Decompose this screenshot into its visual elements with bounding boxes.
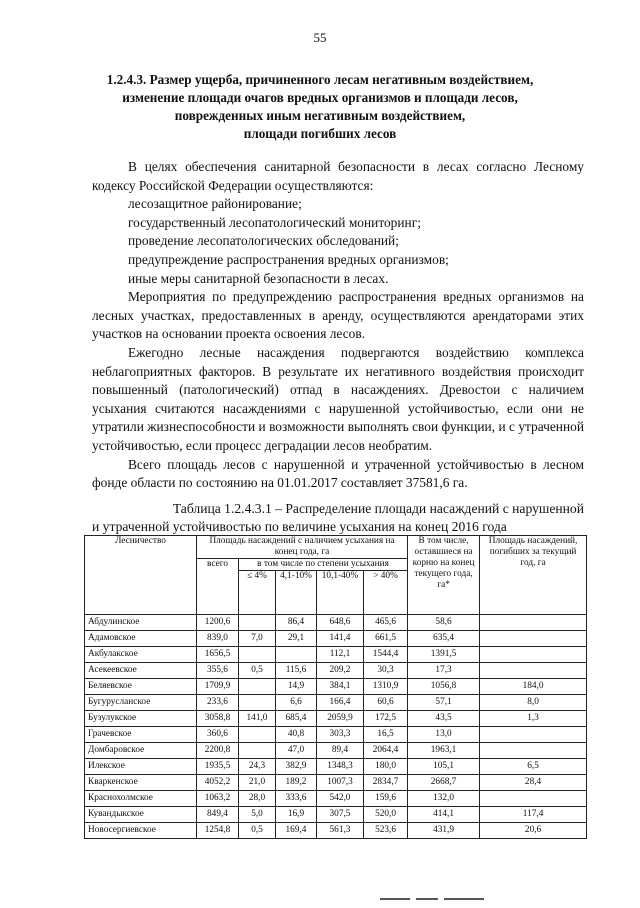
header-forestry: Лесничество bbox=[85, 536, 197, 615]
table-cell: 141,0 bbox=[239, 711, 276, 727]
forestry-name-cell: Кваркенское bbox=[85, 775, 197, 791]
table-cell: 57,1 bbox=[408, 695, 480, 711]
table-cell: 86,4 bbox=[276, 615, 317, 631]
table-cell: 333,6 bbox=[276, 791, 317, 807]
table-cell: 20,6 bbox=[480, 823, 587, 839]
table-cell: 180,0 bbox=[364, 759, 408, 775]
table-row bbox=[85, 679, 587, 695]
header-degree-1: ≤ 4% bbox=[239, 571, 276, 615]
forestry-name-cell: Асекеевское bbox=[85, 663, 197, 679]
paragraph-factors: Ежегодно лесные насаждения подвергаются воздействию комплекса неблагоприятных факторов. В результате их негативного воздействия происходит повышенный (патологический) отпад в насаждениях. Древостои с наличием усыхания считаются насаждениями с нарушенной устойчивостью, если они не утратили жизнеспособности и возможности выполнять свои функции, и с утраченной устойчивостью, если процесс деградации лесов необратим. bbox=[92, 344, 584, 453]
table-cell: 141,4 bbox=[317, 631, 364, 647]
table-cell: 360,6 bbox=[197, 727, 239, 743]
table-cell: 1544,4 bbox=[364, 647, 408, 663]
heading-line: площади погибших лесов bbox=[243, 126, 397, 141]
list-item: государственный лесопатологический мониторинг; bbox=[128, 214, 421, 230]
table-cell: 1391,5 bbox=[408, 647, 480, 663]
table-row bbox=[85, 647, 587, 663]
forestry-name-cell: Беляевское bbox=[85, 679, 197, 695]
caption-line: Таблица 1.2.4.3.1 – Распределение площади насаждений с нарушенной bbox=[172, 501, 584, 516]
table-cell: 105,1 bbox=[408, 759, 480, 775]
table-cell: 6,5 bbox=[480, 759, 587, 775]
table-cell: 4052,2 bbox=[197, 775, 239, 791]
table-cell: 1709,9 bbox=[197, 679, 239, 695]
table-cell: 2668,7 bbox=[408, 775, 480, 791]
table-row bbox=[85, 663, 587, 679]
footer-marks bbox=[380, 890, 540, 896]
page-number: 55 bbox=[313, 30, 327, 45]
table-cell: 24,3 bbox=[239, 759, 276, 775]
table-cell: 17,3 bbox=[408, 663, 480, 679]
table-cell bbox=[239, 743, 276, 759]
forestry-name-cell: Бугурусланское bbox=[85, 695, 197, 711]
table-cell: 172,5 bbox=[364, 711, 408, 727]
table-cell: 209,2 bbox=[317, 663, 364, 679]
forestry-name-cell: Новосергиевское bbox=[85, 823, 197, 839]
table-cell bbox=[239, 695, 276, 711]
header-total: всего bbox=[197, 559, 239, 615]
table-row bbox=[85, 775, 587, 791]
header-remaining: В том числе, оставшиеся на корню на конец текущего года, га* bbox=[408, 536, 480, 615]
heading-line: 1.2.4.3. Размер ущерба, причиненного лесам негативным воздействием, bbox=[106, 72, 534, 87]
table-cell: 132,0 bbox=[408, 791, 480, 807]
table-caption bbox=[92, 500, 584, 536]
table-cell: 1310,9 bbox=[364, 679, 408, 695]
table-cell: 3058,8 bbox=[197, 711, 239, 727]
table-cell: 414,1 bbox=[408, 807, 480, 823]
table-cell: 431,9 bbox=[408, 823, 480, 839]
forestry-name-cell: Краснохолмское bbox=[85, 791, 197, 807]
table-cell: 648,6 bbox=[317, 615, 364, 631]
table-cell: 839,0 bbox=[197, 631, 239, 647]
table-cell: 166,4 bbox=[317, 695, 364, 711]
table-cell: 1200,6 bbox=[197, 615, 239, 631]
paragraph-measures: Мероприятия по предупреждению распространения вредных организмов на лесных участках, предоставленных в аренду, осуществляются арендаторами этих участков на основании проекта освоения лесов. bbox=[92, 289, 584, 342]
table-cell: 2064,4 bbox=[364, 743, 408, 759]
table-cell: 382,9 bbox=[276, 759, 317, 775]
table-row bbox=[85, 823, 587, 839]
table-cell: 58,6 bbox=[408, 615, 480, 631]
table-cell: 384,1 bbox=[317, 679, 364, 695]
table-cell: 28,0 bbox=[239, 791, 276, 807]
table-cell: 29,1 bbox=[276, 631, 317, 647]
table-cell: 1063,2 bbox=[197, 791, 239, 807]
body-text bbox=[92, 158, 584, 493]
table-cell: 2059,9 bbox=[317, 711, 364, 727]
table-row bbox=[85, 743, 587, 759]
table-cell: 13,0 bbox=[408, 727, 480, 743]
table-cell: 561,3 bbox=[317, 823, 364, 839]
table-cell: 169,4 bbox=[276, 823, 317, 839]
table-cell: 523,6 bbox=[364, 823, 408, 839]
table-cell: 0,5 bbox=[239, 823, 276, 839]
table-cell: 40,8 bbox=[276, 727, 317, 743]
forestry-name-cell: Абдулинское bbox=[85, 615, 197, 631]
table-cell: 355,6 bbox=[197, 663, 239, 679]
table-cell: 7,0 bbox=[239, 631, 276, 647]
paragraph-total: Всего площадь лесов с нарушенной и утраченной устойчивостью в лесном фонде области по состоянию на 01.01.2017 составляет 37581,6 га. bbox=[92, 456, 584, 491]
table-cell: 1254,8 bbox=[197, 823, 239, 839]
header-area-group: Площадь насаждений с наличием усыхания на конец года, га bbox=[197, 536, 408, 559]
table-cell: 233,6 bbox=[197, 695, 239, 711]
table-cell: 5,0 bbox=[239, 807, 276, 823]
heading-line: поврежденных иным негативным воздействием, bbox=[174, 108, 466, 123]
heading-line: изменение площади очагов вредных организмов и площади лесов, bbox=[122, 90, 518, 105]
table-cell bbox=[480, 615, 587, 631]
table-cell: 1656,5 bbox=[197, 647, 239, 663]
header-degree-4: > 40% bbox=[364, 571, 408, 615]
table-cell bbox=[239, 727, 276, 743]
table-row bbox=[85, 759, 587, 775]
table-cell bbox=[480, 663, 587, 679]
table-cell: 0,5 bbox=[239, 663, 276, 679]
table-cell: 1935,5 bbox=[197, 759, 239, 775]
header-degree-3: 10,1-40% bbox=[317, 571, 364, 615]
table-cell: 159,6 bbox=[364, 791, 408, 807]
forestry-name-cell: Илекское bbox=[85, 759, 197, 775]
forestry-name-cell: Грачевское bbox=[85, 727, 197, 743]
table-cell: 43,5 bbox=[408, 711, 480, 727]
table-cell: 47,0 bbox=[276, 743, 317, 759]
table-row bbox=[85, 807, 587, 823]
table-cell bbox=[239, 615, 276, 631]
table-cell: 14,9 bbox=[276, 679, 317, 695]
table-cell bbox=[480, 727, 587, 743]
table-cell bbox=[480, 743, 587, 759]
table-row bbox=[85, 791, 587, 807]
forestry-name-cell: Адамовское bbox=[85, 631, 197, 647]
list-item: проведение лесопатологических обследований; bbox=[128, 233, 399, 249]
table-cell bbox=[480, 791, 587, 807]
forestry-name-cell: Акбулакское bbox=[85, 647, 197, 663]
table-cell: 303,3 bbox=[317, 727, 364, 743]
header-dead-area: Площадь насаждений, погибших за текущий год, га bbox=[480, 536, 587, 615]
table-cell: 520,0 bbox=[364, 807, 408, 823]
table-cell bbox=[480, 631, 587, 647]
table-cell: 16,5 bbox=[364, 727, 408, 743]
table-cell: 115,6 bbox=[276, 663, 317, 679]
table-row bbox=[85, 695, 587, 711]
list-item: лесозащитное районирование; bbox=[128, 196, 302, 212]
table-cell: 1348,3 bbox=[317, 759, 364, 775]
table-cell: 117,4 bbox=[480, 807, 587, 823]
table-cell: 1963,1 bbox=[408, 743, 480, 759]
table-cell: 112,1 bbox=[317, 647, 364, 663]
table-cell: 1056,8 bbox=[408, 679, 480, 695]
table-cell bbox=[239, 679, 276, 695]
table-cell: 21,0 bbox=[239, 775, 276, 791]
table-cell: 685,4 bbox=[276, 711, 317, 727]
list-item: предупреждение распространения вредных организмов; bbox=[128, 251, 449, 267]
table-cell bbox=[276, 647, 317, 663]
forestry-name-cell: Кувандыкское bbox=[85, 807, 197, 823]
table-cell: 1007,3 bbox=[317, 775, 364, 791]
caption-line: и утраченной устойчивостью по величине усыхания на конец 2016 года bbox=[92, 519, 507, 534]
forestry-name-cell: Домбаровское bbox=[85, 743, 197, 759]
table-cell: 89,4 bbox=[317, 743, 364, 759]
section-heading bbox=[60, 71, 580, 143]
table-row bbox=[85, 631, 587, 647]
table-cell: 661,5 bbox=[364, 631, 408, 647]
header-degree-group: в том числе по степени усыхания bbox=[239, 559, 408, 571]
table-cell: 2834,7 bbox=[364, 775, 408, 791]
table-cell: 184,0 bbox=[480, 679, 587, 695]
table-row bbox=[85, 711, 587, 727]
list-item: иные меры санитарной безопасности в лесах. bbox=[128, 270, 389, 286]
table-cell: 8,0 bbox=[480, 695, 587, 711]
table-cell: 6,6 bbox=[276, 695, 317, 711]
table-cell: 30,3 bbox=[364, 663, 408, 679]
table-row bbox=[85, 615, 587, 631]
table-cell: 189,2 bbox=[276, 775, 317, 791]
table-cell: 16,9 bbox=[276, 807, 317, 823]
table-cell: 465,6 bbox=[364, 615, 408, 631]
forestry-name-cell: Бузулукское bbox=[85, 711, 197, 727]
table-cell: 1,3 bbox=[480, 711, 587, 727]
table-cell bbox=[480, 647, 587, 663]
table-body bbox=[85, 615, 587, 839]
table-row bbox=[85, 727, 587, 743]
table-cell: 2200,8 bbox=[197, 743, 239, 759]
table-cell bbox=[239, 647, 276, 663]
header-degree-2: 4,1-10% bbox=[276, 571, 317, 615]
table-cell: 849,4 bbox=[197, 807, 239, 823]
table-cell: 60,6 bbox=[364, 695, 408, 711]
forest-damage-table bbox=[84, 535, 587, 839]
paragraph-intro: В целях обеспечения санитарной безопасности в лесах согласно Лесному кодексу Российской Федерации осуществляются: bbox=[92, 159, 584, 193]
table-cell: 635,4 bbox=[408, 631, 480, 647]
table-cell: 28,4 bbox=[480, 775, 587, 791]
table-cell: 307,5 bbox=[317, 807, 364, 823]
table-cell: 542,0 bbox=[317, 791, 364, 807]
